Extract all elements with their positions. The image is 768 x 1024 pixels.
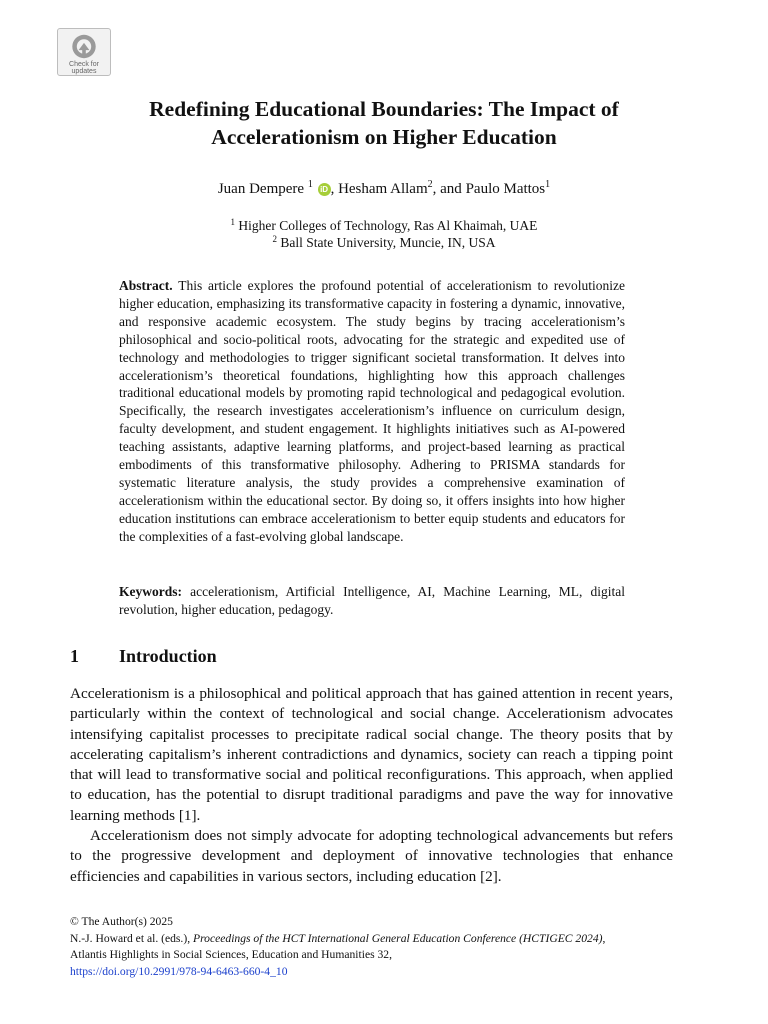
check-updates-icon xyxy=(69,33,99,60)
author-affil-sup: 1 xyxy=(307,179,313,190)
section-body xyxy=(70,684,673,887)
abstract xyxy=(119,277,625,546)
author-name: Paulo Mattos xyxy=(465,181,546,197)
page-footer xyxy=(70,914,710,980)
paper-title xyxy=(60,95,708,151)
title-line-1: Redefining Educational Boundaries: The Impact of xyxy=(149,97,619,121)
check-for-updates-badge[interactable] xyxy=(57,28,111,76)
author-name: Hesham Allam xyxy=(338,181,428,197)
section-heading xyxy=(70,646,217,667)
affiliation-line: $^2$ Ball State University, Muncie, IN, USA xyxy=(272,234,496,250)
abstract-label: Abstract. xyxy=(119,278,173,293)
title-line-2: Accelerationism on Higher Education xyxy=(211,125,557,149)
orcid-icon[interactable]: iD xyxy=(318,183,331,196)
paragraph: Accelerationism does not simply advocate for adopting technological advancements but refers to the progressive development and deployment of innovative technologies that enhance efficiencies and capabilities in various sectors, including education [2]. xyxy=(70,827,673,885)
keywords-text: accelerationism, Artificial Intelligence, AI, Machine Learning, ML, digital revolution, higher education, pedagogy. xyxy=(119,584,626,617)
abstract-text: This article explores the profound potential of accelerationism to revolutionize higher education, emphasizing its transformative capacity in fostering a dynamic, innovative, and responsive academic ecosystem. The study begins by tracing accelerationism’s philosophical and socio-political roots, advocating for the strategic and expedited use of technology and methodologies to trigger significant societal transformation. It delves into accelerationism’s theoretical foundations, highlighting how this approach challenges traditional educational models by promoting rapid technological and pedagogical evolution. Specifically, the research investigates accelerationism’s influence on curriculum design, faculty development, and student engagement. It highlights initiatives such as AI-powered teaching assistants, adaptive learning platforms, and project-based learning as practical embodiments of this transformative philosophy. Adhering to PRISMA standards for systematic literature analysis, the study provides a comprehensive examination of accelerationism within the educational sector. By doing so, it offers insights into how higher education institutions can embrace accelerationism to better equip students and educators for the complexities of a fast-evolving global landscape. xyxy=(119,278,625,544)
section-title: Introduction xyxy=(119,646,217,666)
proceedings-title: Proceedings of the HCT International General Education Conference (HCTIGEC 2024) xyxy=(193,931,603,945)
author-affil-sup: 2 xyxy=(427,179,433,190)
citation-line: N.-J. Howard et al. (eds.), Proceedings of the HCT International General Education Conference (HCTIGEC 2024), xyxy=(70,931,606,945)
keywords xyxy=(119,583,625,619)
section-number: 1 xyxy=(70,646,79,666)
affiliation-line: $^1$ Higher Colleges of Technology, Ras Al Khaimah, UAE xyxy=(230,217,538,233)
author-name: Juan Dempere xyxy=(217,181,305,197)
paragraph: Accelerationism is a philosophical and political approach that has gained attention in recent years, particularly within the context of technological and social change. Accelerationism advocates intensifying capitalist processes to precipitate radical social change. The theory posits that by accelerating capitalism’s inherent contradictions and dynamics, society can reach a tipping point that will lead to transformative social and political reconfigurations. This approach, when applied to education, has the potential to disrupt traditional paradigms and pave the way for innovative learning methods [1]. xyxy=(70,685,673,824)
badge-label: Check for updates xyxy=(69,61,99,75)
copyright: © The Author(s) 2025 xyxy=(70,915,173,928)
keywords-label: Keywords: xyxy=(119,584,182,599)
doi-link[interactable]: https://doi.org/10.2991/978-94-6463-660-4_10 xyxy=(70,964,288,978)
affiliations xyxy=(0,217,768,251)
author-list: Juan Dempere $^1$ iD , Hesham Allam$^2$, and Paulo Mattos$^1$ xyxy=(217,179,551,197)
author-affil-sup: 1 xyxy=(545,179,551,190)
series-line: Atlantis Highlights in Social Sciences, Education and Humanities 32, xyxy=(70,948,392,961)
